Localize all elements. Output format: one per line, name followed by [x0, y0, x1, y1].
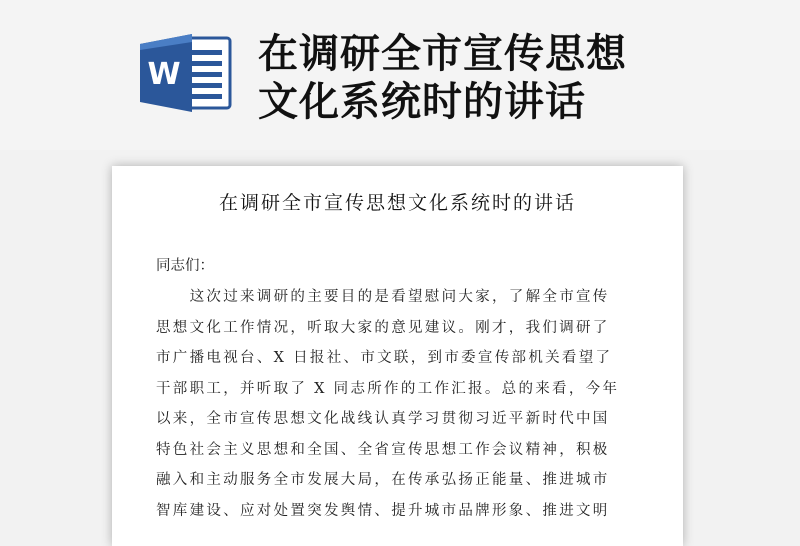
body-line: 市广播电视台、X 日报社、市文联，到市委宣传部机关看望了 — [156, 350, 613, 366]
page-title-line-1: 在调研全市宣传思想 — [258, 31, 627, 77]
document-title: 在调研全市宣传思想文化系统时的讲话 — [218, 192, 576, 214]
word-icon-letter: W — [147, 57, 181, 92]
document-salutation: 同志们： — [156, 258, 214, 274]
body-line: 融入和主动服务全市发展大局，在传承弘扬正能量、推进城市 — [156, 472, 610, 488]
body-line: 干部职工，并听取了 X 同志所作的工作汇报。总的来看，今年 — [156, 380, 620, 397]
header — [0, 0, 800, 150]
page-title — [258, 30, 778, 126]
body-line: 思想文化工作情况，听取大家的意见建议。刚才，我们调研了 — [156, 319, 610, 336]
body-line: 特色社会主义思想和全国、全省宣传思想工作会议精神，积极 — [156, 441, 610, 458]
word-document-icon — [140, 34, 232, 112]
document-body — [156, 282, 656, 526]
body-line: 以来，全市宣传思想文化战线认真学习贯彻习近平新时代中国 — [156, 411, 610, 427]
document-page — [112, 166, 683, 546]
body-line: 这次过来调研的主要目的是看望慰问大家，了解全市宣传 — [156, 289, 610, 305]
body-line: 智库建设、应对处置突发舆情、提升城市品牌形象、推进文明 — [156, 502, 610, 519]
page-title-line-2: 文化系统时的讲话 — [258, 79, 586, 125]
